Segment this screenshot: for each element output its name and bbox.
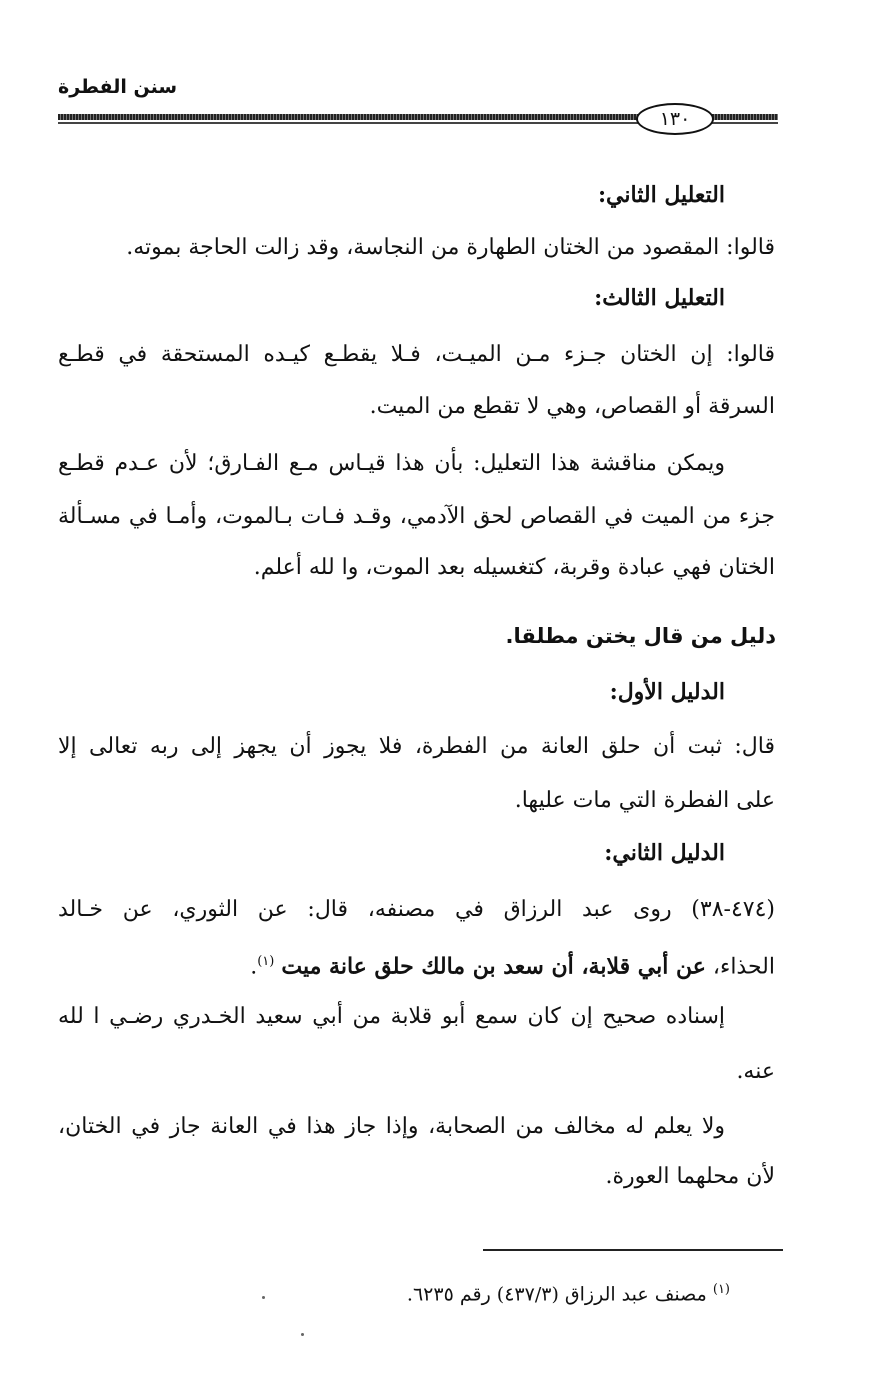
heading-second-evidence: الدليل الثاني: xyxy=(604,840,725,866)
period: . xyxy=(250,954,258,980)
heading-first-evidence: الدليل الأول: xyxy=(609,679,725,705)
paragraph-line: على الفطرة التي مات عليها. xyxy=(514,788,775,813)
paragraph-line: ولا يعلم له مخالف من الصحابة، وإذا جاز هذا في العانة جاز في الختان، xyxy=(58,1114,725,1139)
hadith-text: عن أبي قلابة، أن سعد بن مالك حلق عانة ميت xyxy=(281,953,706,980)
paragraph-line: لأن محلهما العورة. xyxy=(605,1164,775,1189)
paragraph-line: عنه. xyxy=(736,1059,775,1084)
scan-speck xyxy=(301,1333,304,1336)
footnote-rule xyxy=(483,1249,783,1251)
paragraph-line: الختان فهي عبادة وقربة، كتغسيله بعد الموت، وا لله أعلم. xyxy=(253,555,775,580)
paragraph-line: السرقة أو القصاص، وهي لا تقطع من الميت. xyxy=(369,394,775,419)
footnote-marker: (١) xyxy=(712,1282,730,1297)
paragraph-line: إسناده صحيح إن كان سمع أبو قلابة من أبي سعيد الخـدري رضـي ا لله xyxy=(58,1004,725,1029)
paragraph-line: قالوا: المقصود من الختان الطهارة من النجاسة، وقد زالت الحاجة بموته. xyxy=(126,235,775,260)
paragraph-line: قالوا: إن الختان جـزء مـن الميـت، فـلا يقطـع كيـده المستحقة في قطـع xyxy=(58,342,776,367)
paragraph-line: جزء من الميت في القصاص لحق الآدمي، وقـد فـات بـالموت، وأمـا في مسـألة xyxy=(58,504,775,529)
scan-speck xyxy=(262,1296,265,1299)
section-heading: دليل من قال يختن مطلقا. xyxy=(505,624,776,648)
footnote-text: مصنف عبد الرزاق (٤٣٧/٣) رقم ٦٢٣٥. xyxy=(406,1283,713,1306)
narrator-text: الحذاء، xyxy=(705,954,775,980)
footnote-reference: (١) xyxy=(257,954,275,969)
paragraph-line: (٤٧٤-٣٨) روى عبد الرزاق في مصنفه، قال: عن الثوري، عن خـالد xyxy=(58,897,775,922)
heading-second-reason: التعليل الثاني: xyxy=(597,182,725,208)
running-title: سنن الفطرة xyxy=(58,76,178,98)
page-number: ١٣٠ xyxy=(636,103,714,135)
footnote xyxy=(407,1282,730,1305)
heading-third-reason: التعليل الثالث: xyxy=(594,285,725,311)
paragraph-line: ويمكن مناقشة هذا التعليل: بأن هذا قيـاس مـع الفـارق؛ لأن عـدم قطـع xyxy=(58,451,725,476)
paragraph-line xyxy=(58,947,775,982)
paragraph-line: قال: ثبت أن حلق العانة من الفطرة، فلا يجوز أن يجهز إلى ربه تعالى إلا xyxy=(58,734,775,759)
